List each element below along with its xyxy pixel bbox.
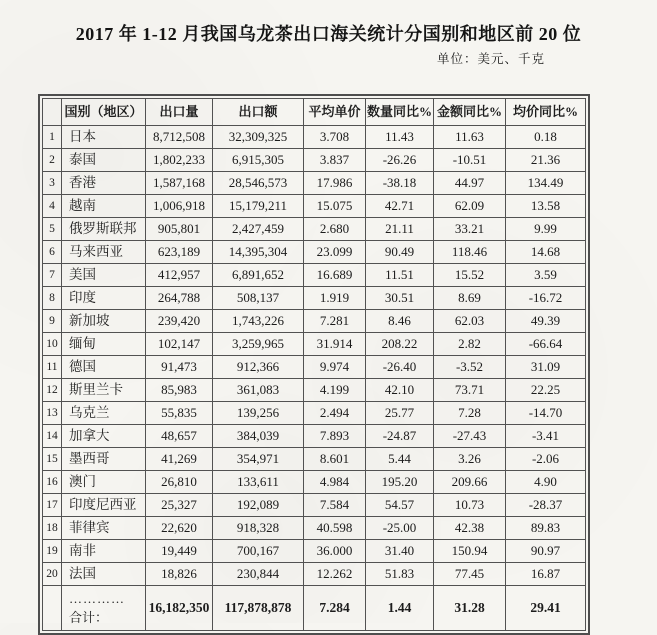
table-row [43,172,586,195]
country-cell: 马来西亚 [62,241,146,264]
avg-price-cell: 7.893 [304,425,366,448]
qty-yoy-cell: 54.57 [366,494,434,517]
export-qty-cell: 102,147 [146,333,213,356]
export-qty-cell: 19,449 [146,540,213,563]
export-amount-cell: 918,328 [213,517,304,540]
rank-cell: 14 [43,425,62,448]
qty-yoy-cell: -25.00 [366,517,434,540]
export-qty-cell: 8,712,508 [146,126,213,149]
table-row [43,379,586,402]
export-amount-cell: 3,259,965 [213,333,304,356]
country-cell: 加拿大 [62,425,146,448]
amount-yoy-cell: 44.97 [434,172,506,195]
total-price-yoy-cell: 29.41 [506,586,586,631]
price-yoy-cell: 134.49 [506,172,586,195]
qty-yoy-cell: -38.18 [366,172,434,195]
dots-line: ………… [69,590,125,606]
qty-yoy-cell: 11.51 [366,264,434,287]
price-yoy-cell: -2.06 [506,448,586,471]
avg-price-cell: 2.680 [304,218,366,241]
country-cell: 乌克兰 [62,402,146,425]
export-qty-cell: 91,473 [146,356,213,379]
table-row [43,310,586,333]
qty-yoy-cell: 42.71 [366,195,434,218]
amount-yoy-cell: 118.46 [434,241,506,264]
rank-cell: 6 [43,241,62,264]
price-yoy-cell: 4.90 [506,471,586,494]
export-qty-cell: 905,801 [146,218,213,241]
rank-cell: 10 [43,333,62,356]
qty-yoy-cell: 5.44 [366,448,434,471]
table-row [43,540,586,563]
avg-price-cell: 31.914 [304,333,366,356]
price-yoy-cell: 49.39 [506,310,586,333]
country-cell: 印度 [62,287,146,310]
country-cell: 俄罗斯联邦 [62,218,146,241]
export-qty-cell: 41,269 [146,448,213,471]
amount-yoy-cell: 62.03 [434,310,506,333]
rank-cell: 13 [43,402,62,425]
rank-cell: 7 [43,264,62,287]
price-yoy-cell: -66.64 [506,333,586,356]
amount-yoy-cell: 62.09 [434,195,506,218]
table-header [43,99,586,126]
amount-yoy-cell: 11.63 [434,126,506,149]
qty-yoy-cell: 51.83 [366,563,434,586]
table-row [43,517,586,540]
qty-yoy-cell: 208.22 [366,333,434,356]
rank-cell: 4 [43,195,62,218]
export-qty-cell: 1,802,233 [146,149,213,172]
qty-yoy-cell: 21.11 [366,218,434,241]
export-amount-cell: 361,083 [213,379,304,402]
rank-cell: 5 [43,218,62,241]
country-cell: 南非 [62,540,146,563]
amount-yoy-cell: 2.82 [434,333,506,356]
avg-price-cell: 12.262 [304,563,366,586]
table-row [43,494,586,517]
export-amount-cell: 28,546,573 [213,172,304,195]
avg-price-cell: 23.099 [304,241,366,264]
avg-price-cell: 3.837 [304,149,366,172]
rank-cell: 19 [43,540,62,563]
rank-cell: 9 [43,310,62,333]
avg-price-cell: 7.584 [304,494,366,517]
amount-yoy-cell: 73.71 [434,379,506,402]
export-qty-header: 出口量 [146,99,213,126]
total-export-amount-cell: 117,878,878 [213,586,304,631]
qty-yoy-cell: 8.46 [366,310,434,333]
table-row [43,264,586,287]
export-amount-cell: 192,089 [213,494,304,517]
avg-price-cell: 15.075 [304,195,366,218]
price-yoy-cell: -14.70 [506,402,586,425]
price-yoy-cell: 14.68 [506,241,586,264]
total-avg-price-cell: 7.284 [304,586,366,631]
avg-price-cell: 40.598 [304,517,366,540]
qty-yoy-cell: 30.51 [366,287,434,310]
export-qty-cell: 25,327 [146,494,213,517]
table-row [43,356,586,379]
country-cell: 越南 [62,195,146,218]
country-cell: 香港 [62,172,146,195]
export-amount-cell: 6,891,652 [213,264,304,287]
total-label: 合计： [69,610,109,625]
table-row [43,471,586,494]
table-row [43,218,586,241]
export-qty-cell: 26,810 [146,471,213,494]
avg-price-cell: 7.281 [304,310,366,333]
total-amount-yoy-cell: 31.28 [434,586,506,631]
country-cell: 法国 [62,563,146,586]
table-row [43,126,586,149]
export-qty-cell: 1,006,918 [146,195,213,218]
amount-yoy-cell: 42.38 [434,517,506,540]
avg-price-cell: 17.986 [304,172,366,195]
export-qty-cell: 55,835 [146,402,213,425]
export-amount-cell: 139,256 [213,402,304,425]
country-cell: 缅甸 [62,333,146,356]
price-yoy-cell: -16.72 [506,287,586,310]
country-cell: 泰国 [62,149,146,172]
qty-yoy-cell: 31.40 [366,540,434,563]
total-export-qty-cell: 16,182,350 [146,586,213,631]
avg-price-cell: 8.601 [304,448,366,471]
amount-yoy-cell: 10.73 [434,494,506,517]
avg-price-header: 平均单价 [304,99,366,126]
header-row [43,99,586,126]
export-qty-cell: 264,788 [146,287,213,310]
avg-price-cell: 4.984 [304,471,366,494]
table-row [43,241,586,264]
avg-price-cell: 1.919 [304,287,366,310]
table-row [43,149,586,172]
total-qty-yoy-cell: 1.44 [366,586,434,631]
qty-yoy-cell: -24.87 [366,425,434,448]
price-yoy-cell: 16.87 [506,563,586,586]
export-amount-cell: 14,395,304 [213,241,304,264]
qty-yoy-cell: 90.49 [366,241,434,264]
qty-yoy-cell: 11.43 [366,126,434,149]
table-row [43,425,586,448]
amount-yoy-cell: 8.69 [434,287,506,310]
rank-cell: 20 [43,563,62,586]
rank-cell: 12 [43,379,62,402]
table-footer [43,586,586,631]
country-cell: 菲律宾 [62,517,146,540]
total-label-cell [62,586,146,631]
export-amount-cell: 1,743,226 [213,310,304,333]
price-yoy-cell: 22.25 [506,379,586,402]
export-qty-cell: 18,826 [146,563,213,586]
qty-yoy-cell: 42.10 [366,379,434,402]
export-qty-cell: 85,983 [146,379,213,402]
avg-price-cell: 9.974 [304,356,366,379]
export-amount-cell: 2,427,459 [213,218,304,241]
export-statistics-table [42,98,586,631]
country-cell: 新加坡 [62,310,146,333]
export-amount-cell: 354,971 [213,448,304,471]
amount-yoy-cell: 77.45 [434,563,506,586]
country-cell: 澳门 [62,471,146,494]
rank-cell: 16 [43,471,62,494]
rank-cell: 18 [43,517,62,540]
unit-note: 单位：美元、千克 [436,52,545,66]
amount-yoy-cell: 33.21 [434,218,506,241]
avg-price-cell: 4.199 [304,379,366,402]
rank-cell [43,586,62,631]
rank-cell: 15 [43,448,62,471]
price-yoy-cell: 13.58 [506,195,586,218]
avg-price-cell: 3.708 [304,126,366,149]
price-yoy-cell: 90.97 [506,540,586,563]
table-row [43,333,586,356]
price-yoy-cell: 3.59 [506,264,586,287]
table-row [43,287,586,310]
price-yoy-cell: 21.36 [506,149,586,172]
price-yoy-cell: 0.18 [506,126,586,149]
page-title: 2017 年 1-12 月我国乌龙茶出口海关统计分国别和地区前 20 位 [75,24,582,44]
amount-yoy-cell: 3.26 [434,448,506,471]
price-yoy-cell: 9.99 [506,218,586,241]
amount-yoy-cell: 7.28 [434,402,506,425]
amount-yoy-header: 金额同比% [434,99,506,126]
export-qty-cell: 1,587,168 [146,172,213,195]
qty-yoy-cell: 195.20 [366,471,434,494]
qty-yoy-cell: 25.77 [366,402,434,425]
export-amount-cell: 230,844 [213,563,304,586]
export-amount-cell: 32,309,325 [213,126,304,149]
rank-cell: 2 [43,149,62,172]
export-amount-cell: 133,611 [213,471,304,494]
table-row [43,195,586,218]
qty-yoy-cell: -26.26 [366,149,434,172]
amount-yoy-cell: 15.52 [434,264,506,287]
export-amount-cell: 912,366 [213,356,304,379]
export-amount-cell: 15,179,211 [213,195,304,218]
price-yoy-cell: 31.09 [506,356,586,379]
export-amount-cell: 700,167 [213,540,304,563]
country-header: 国别（地区） [62,99,146,126]
total-row [43,586,586,631]
table-row [43,402,586,425]
export-qty-cell: 239,420 [146,310,213,333]
rank-cell: 3 [43,172,62,195]
country-cell: 印度尼西亚 [62,494,146,517]
export-qty-cell: 412,957 [146,264,213,287]
amount-yoy-cell: 150.94 [434,540,506,563]
rank-cell: 11 [43,356,62,379]
price-yoy-cell: -28.37 [506,494,586,517]
export-amount-header: 出口额 [213,99,304,126]
country-cell: 斯里兰卡 [62,379,146,402]
qty-yoy-cell: -26.40 [366,356,434,379]
avg-price-cell: 16.689 [304,264,366,287]
avg-price-cell: 2.494 [304,402,366,425]
export-amount-cell: 6,915,305 [213,149,304,172]
rank-header [43,99,62,126]
export-qty-cell: 623,189 [146,241,213,264]
export-qty-cell: 22,620 [146,517,213,540]
qty-yoy-header: 数量同比% [366,99,434,126]
price-yoy-cell: 89.83 [506,517,586,540]
rank-cell: 8 [43,287,62,310]
rank-cell: 17 [43,494,62,517]
price-yoy-header: 均价同比% [506,99,586,126]
rank-cell: 1 [43,126,62,149]
export-amount-cell: 384,039 [213,425,304,448]
amount-yoy-cell: -10.51 [434,149,506,172]
country-cell: 日本 [62,126,146,149]
export-qty-cell: 48,657 [146,425,213,448]
table-body [43,126,586,586]
country-cell: 墨西哥 [62,448,146,471]
country-cell: 美国 [62,264,146,287]
export-amount-cell: 508,137 [213,287,304,310]
table-row [43,563,586,586]
statistics-table-frame [38,94,590,635]
amount-yoy-cell: 209.66 [434,471,506,494]
table-row [43,448,586,471]
country-cell: 德国 [62,356,146,379]
price-yoy-cell: -3.41 [506,425,586,448]
avg-price-cell: 36.000 [304,540,366,563]
amount-yoy-cell: -27.43 [434,425,506,448]
amount-yoy-cell: -3.52 [434,356,506,379]
